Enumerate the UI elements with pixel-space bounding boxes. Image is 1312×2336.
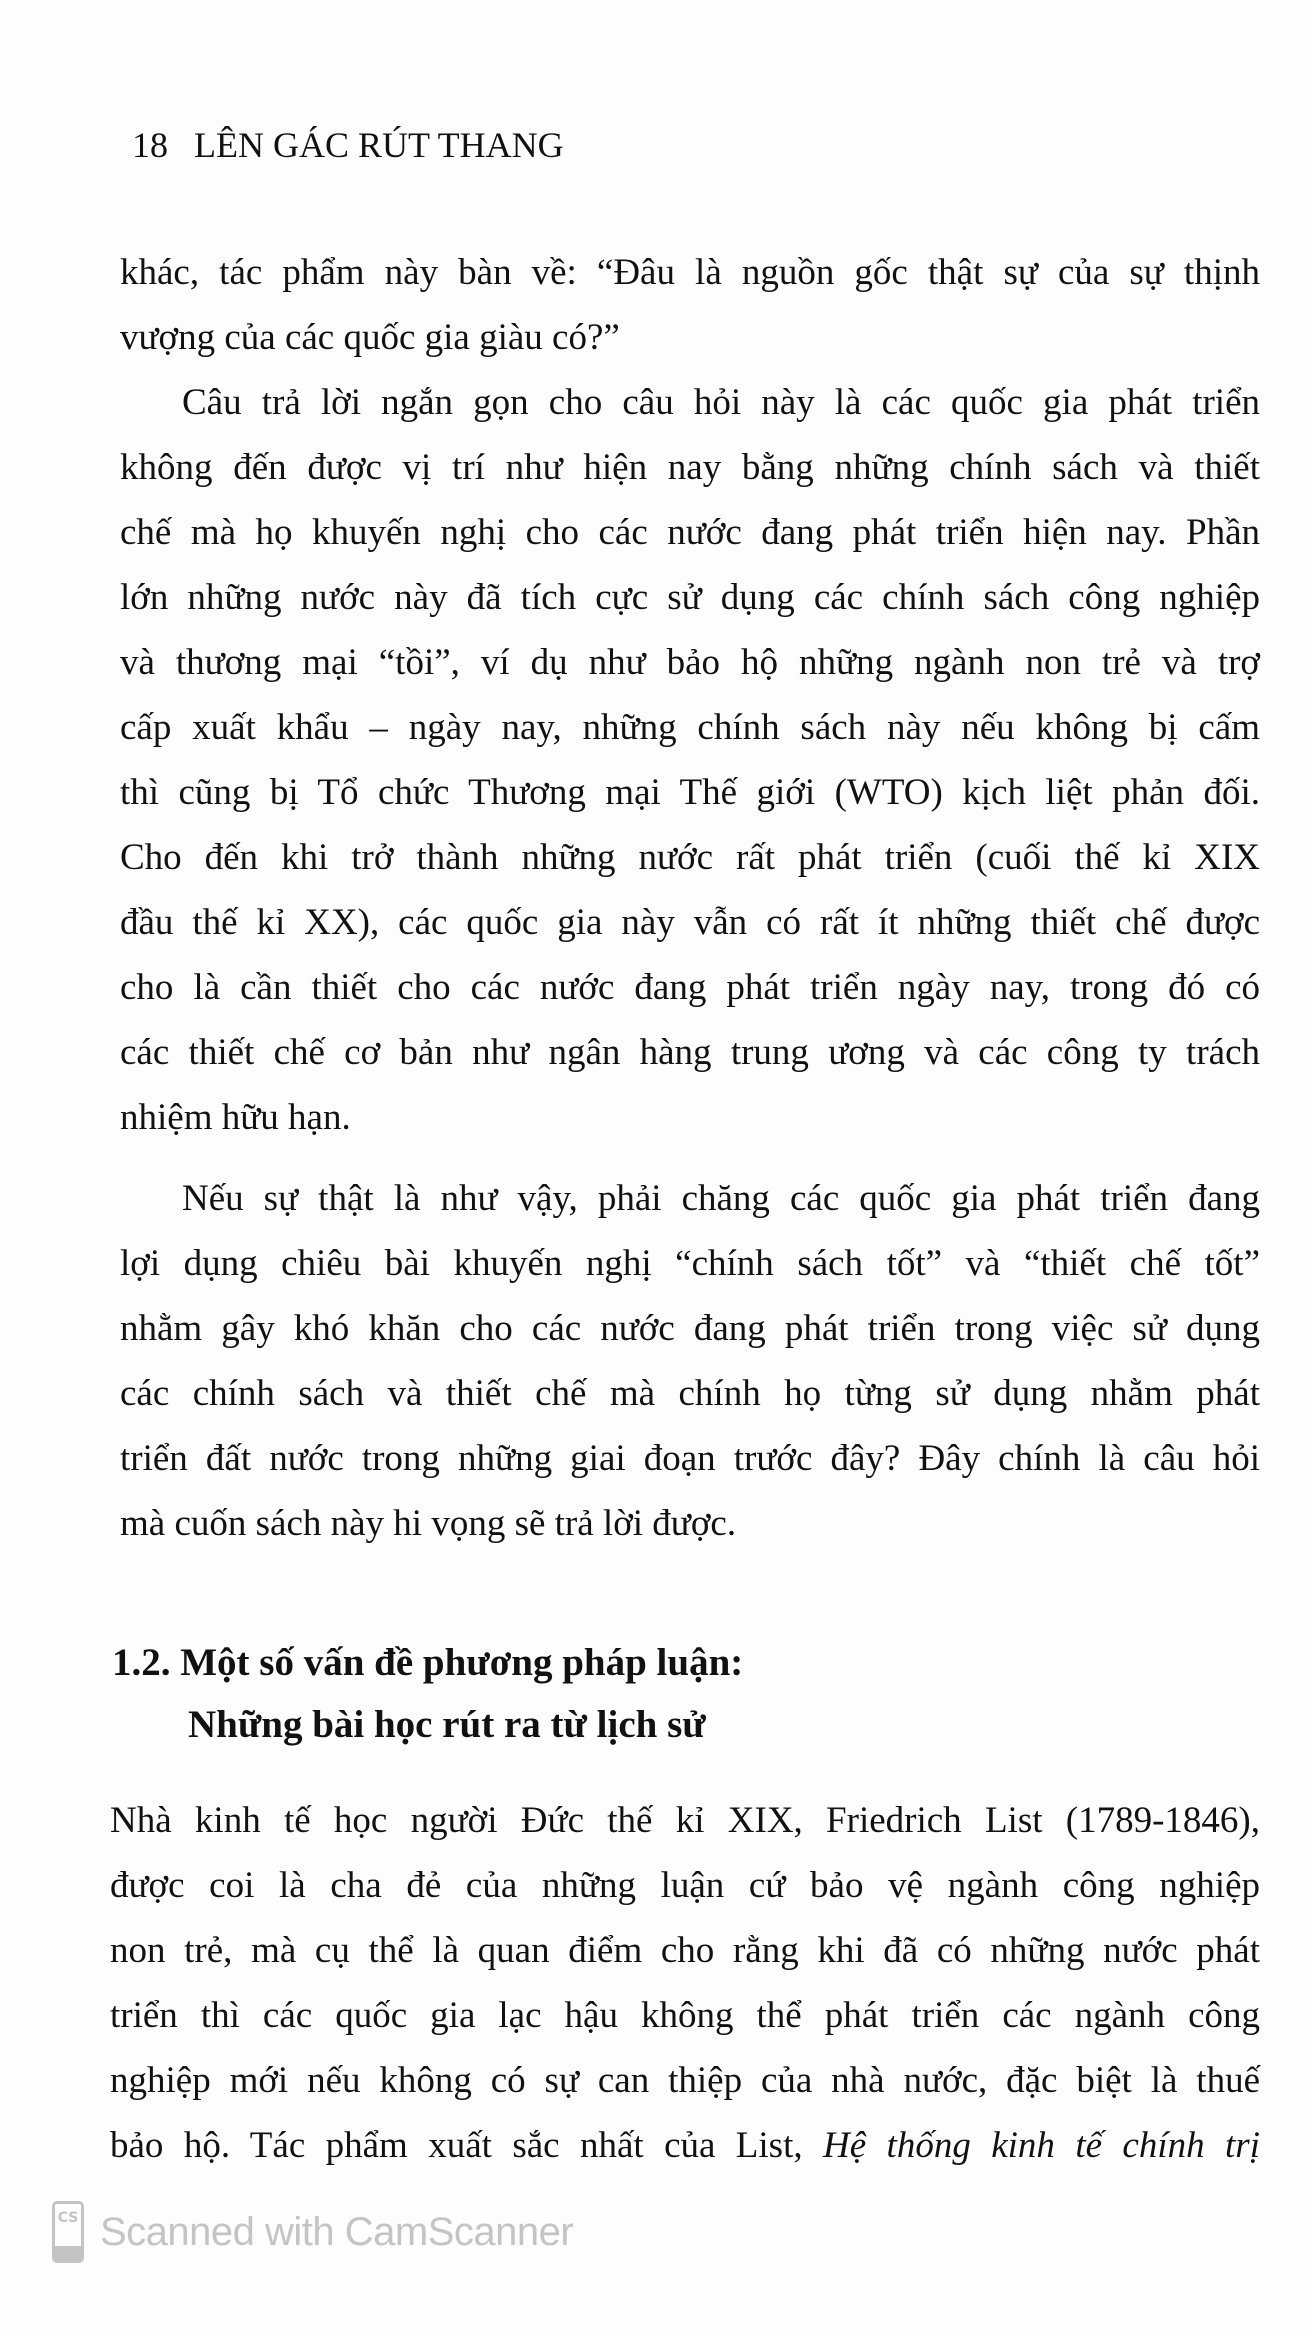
text-line: lớn những nước này đã tích cực sử dụng các chính sách công nghiệp <box>120 577 1260 618</box>
paragraph-short-answer <box>120 370 1260 1150</box>
text-plain: bảo hộ. Tác phẩm xuất sắc nhất của List, <box>110 2125 824 2166</box>
text-line: đầu thế kỉ XX), các quốc gia này vẫn có rất ít những thiết chế được <box>120 902 1260 943</box>
running-head <box>132 124 564 166</box>
logo-text: CS <box>57 2210 79 2226</box>
text-line: nhằm gây khó khăn cho các nước đang phát triển trong việc sử dụng <box>120 1308 1260 1349</box>
text-line: được coi là cha đẻ của những luận cứ bảo vệ ngành công nghiệp <box>110 1865 1260 1906</box>
text-line: khác, tác phẩm này bàn về: “Đâu là nguồn gốc thật sự của sự thịnh <box>120 252 1260 293</box>
text-line: chế mà họ khuyến nghị cho các nước đang phát triển hiện nay. Phần <box>120 512 1260 553</box>
camscanner-watermark <box>52 2200 573 2264</box>
text-line: thì cũng bị Tổ chức Thương mại Thế giới (WTO) kịch liệt phản đối. <box>120 772 1260 813</box>
section-heading <box>112 1632 743 1756</box>
text-line: Câu trả lời ngắn gọn cho câu hỏi này là các quốc gia phát triển <box>182 382 1260 423</box>
text-line: cho là cần thiết cho các nước đang phát triển ngày nay, trong đó có <box>120 967 1260 1008</box>
text-line: vượng của các quốc gia giàu có?” <box>120 317 620 358</box>
text-line: mà cuốn sách này hi vọng sẽ trả lời được. <box>120 1503 737 1544</box>
text-line-last <box>110 2113 1260 2178</box>
text-line: không đến được vị trí như hiện nay bằng những chính sách và thiết <box>120 447 1260 488</box>
text-line: nhiệm hữu hạn. <box>120 1097 351 1138</box>
logo-bar <box>55 2246 81 2260</box>
text-line: các thiết chế cơ bản như ngân hàng trung ương và các công ty trách <box>120 1032 1260 1073</box>
text-line: nghiệp mới nếu không có sự can thiệp của nhà nước, đặc biệt là thuế <box>110 2060 1260 2101</box>
text-line: Nhà kinh tế học người Đức thế kỉ XIX, Friedrich List (1789-1846), <box>110 1800 1260 1841</box>
text-line: Cho đến khi trở thành những nước rất phát triển (cuối thế kỉ XIX <box>120 837 1260 878</box>
watermark-text: Scanned with CamScanner <box>100 2209 574 2254</box>
text-line: non trẻ, mà cụ thể là quan điểm cho rằng khi đã có những nước phát <box>110 1930 1260 1971</box>
running-head-title: LÊN GÁC RÚT THANG <box>194 125 564 165</box>
text-line: cấp xuất khẩu – ngày nay, những chính sách này nếu không bị cấm <box>120 707 1260 748</box>
page-number: 18 <box>132 125 168 165</box>
paragraph-continuation <box>120 240 1260 370</box>
section-heading-line1: 1.2. Một số vấn đề phương pháp luận: <box>112 1641 744 1684</box>
paragraph-friedrich-list <box>110 1788 1260 2178</box>
text-line: triển đất nước trong những giai đoạn trước đây? Đây chính là câu hỏi <box>120 1438 1260 1479</box>
text-line: và thương mại “tồi”, ví dụ như bảo hộ những ngành non trẻ và trợ <box>120 642 1260 683</box>
camscanner-logo-icon <box>52 2201 84 2263</box>
paragraph-question <box>120 1166 1260 1556</box>
text-line: lợi dụng chiêu bài khuyến nghị “chính sách tốt” và “thiết chế tốt” <box>120 1243 1260 1284</box>
book-title-italic: Hệ thống kinh tế chính trị <box>823 2125 1260 2166</box>
text-line: các chính sách và thiết chế mà chính họ từng sử dụng nhằm phát <box>120 1373 1260 1414</box>
section-heading-line2: Những bài học rút ra từ lịch sử <box>188 1703 706 1746</box>
text-line: Nếu sự thật là như vậy, phải chăng các quốc gia phát triển đang <box>182 1178 1260 1219</box>
text-line: triển thì các quốc gia lạc hậu không thể phát triển các ngành công <box>110 1995 1260 2036</box>
